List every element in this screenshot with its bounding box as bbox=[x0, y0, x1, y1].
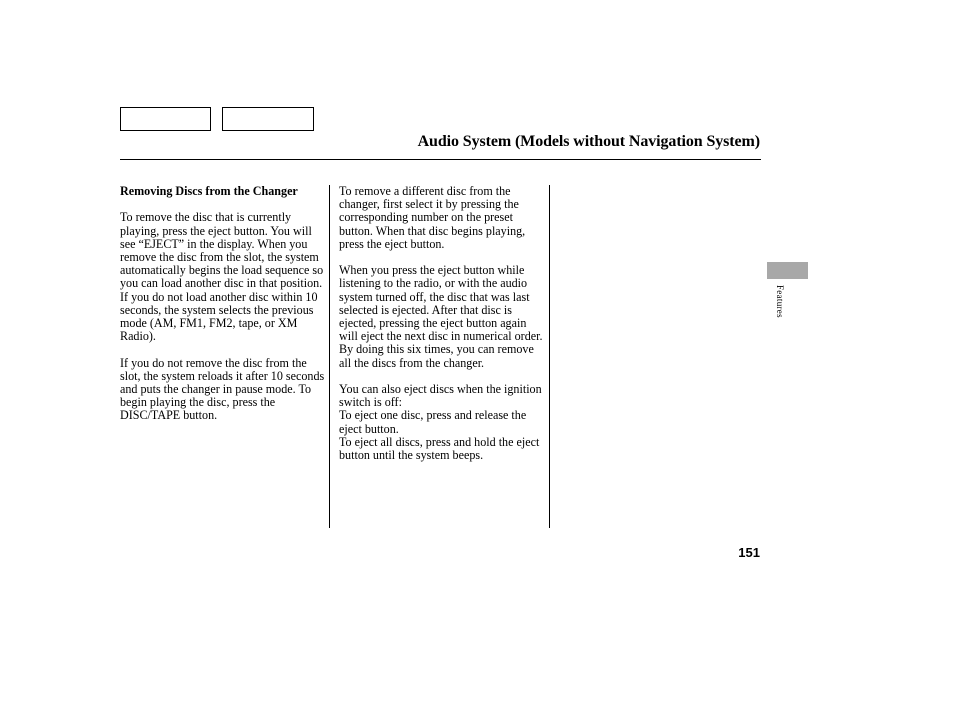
eject-intro: You can also eject discs when the ignition switch is off: bbox=[339, 382, 542, 410]
main-menu-nav-box[interactable] bbox=[120, 107, 211, 131]
body-paragraph: To remove a different disc from the changer, first select it by pressing the corresponding number on the preset button. When that disc begins playing, press the eject button. bbox=[339, 184, 526, 251]
left-column bbox=[120, 185, 325, 436]
section-tab-label: Features bbox=[775, 285, 785, 318]
eject-one-instruction: To eject one disc, press and release the eject button. bbox=[339, 408, 527, 436]
body-paragraph: To remove the disc that is currently playing, press the eject button. You will see “EJECT” in the display. When you remove the disc from the slot, the system automatically begins the load sequence so you can load another disc in that position. If you do not load another disc within 10 seconds, the system selects the previous mode (AM, FM1, FM2, tape, or XM Radio). bbox=[120, 210, 324, 344]
eject-instructions bbox=[339, 383, 545, 462]
section-heading: Removing Discs from the Changer bbox=[120, 184, 298, 198]
header-divider bbox=[120, 159, 761, 160]
eject-all-instruction: To eject all discs, press and hold the eject button until the system beeps. bbox=[339, 434, 540, 463]
column-divider bbox=[329, 185, 330, 528]
page-title: Audio System (Models without Navigation System) bbox=[417, 133, 760, 150]
index-nav-box[interactable] bbox=[222, 107, 314, 131]
page-number: 151 bbox=[738, 545, 760, 560]
body-paragraph: If you do not remove the disc from the slot, the system reloads it after 10 seconds and puts the changer in pause mode. To begin playing the disc, press the DISC/TAPE button. bbox=[120, 355, 325, 423]
column-divider bbox=[549, 185, 550, 528]
section-tab-marker[interactable] bbox=[767, 262, 808, 279]
middle-column bbox=[339, 185, 545, 475]
body-paragraph: When you press the eject button while listening to the radio, or with the audio system turned off, the disc that was last selected is ejected. After that disc is ejected, pressing the eject button again will eject the next disc in numerical order. By doing this six times, you can remove all the discs from the changer. bbox=[339, 263, 543, 370]
